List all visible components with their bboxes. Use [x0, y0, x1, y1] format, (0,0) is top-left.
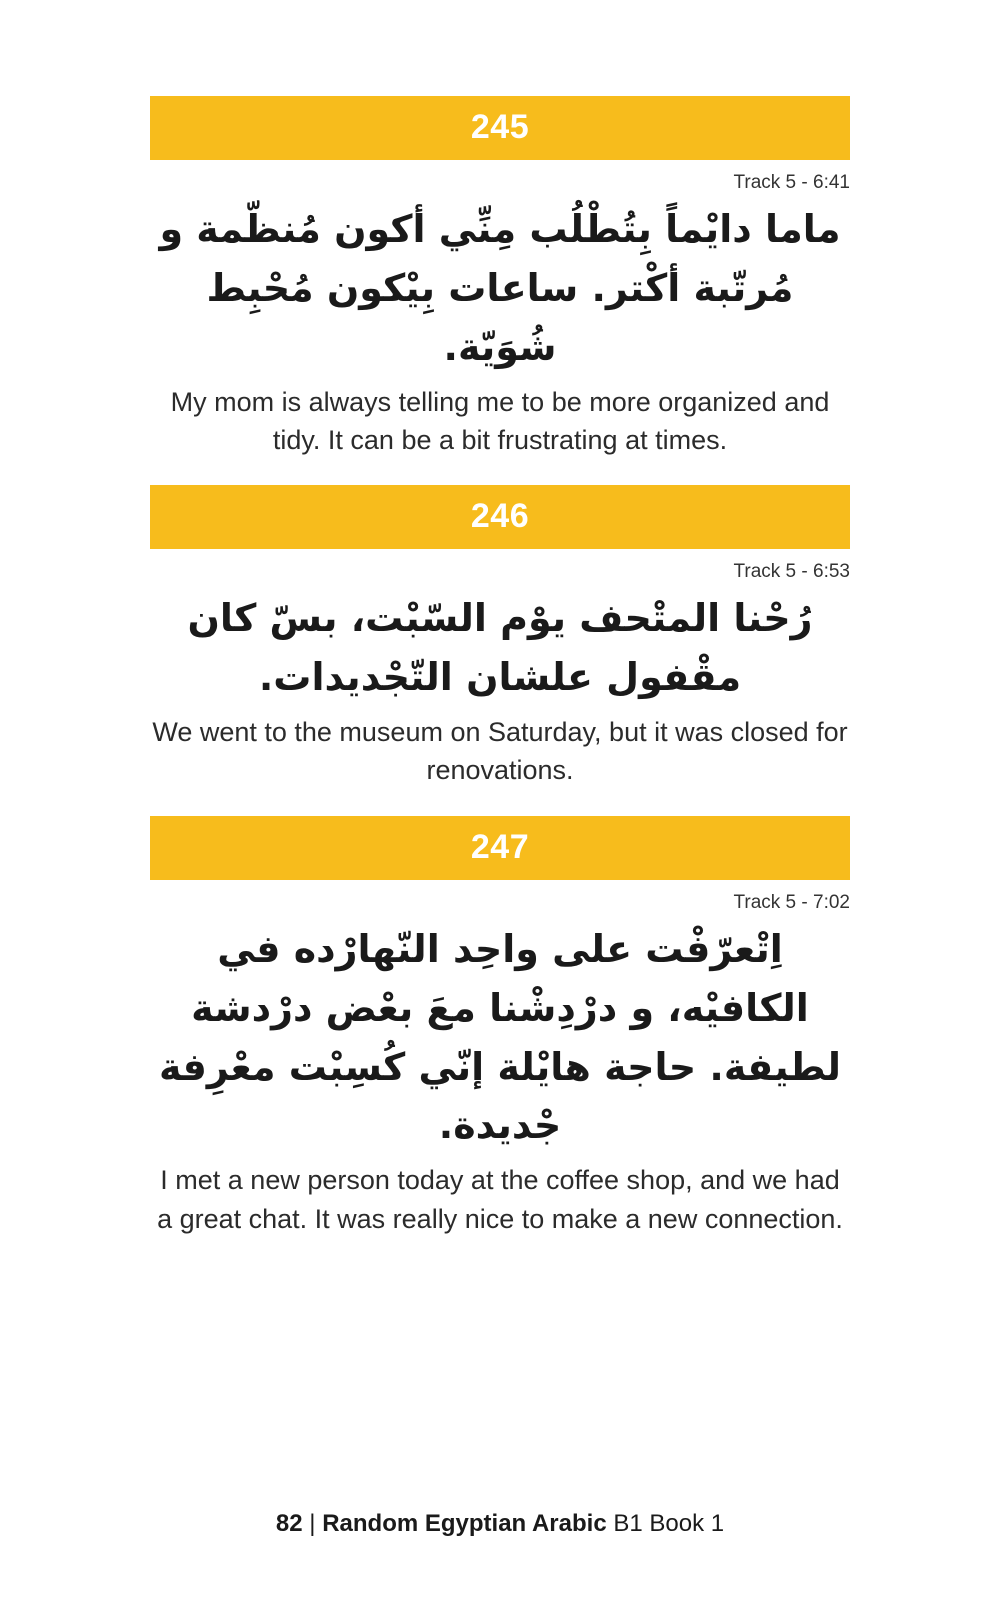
entry-number-bar: 245 — [150, 96, 850, 160]
footer-book-title: Random Egyptian Arabic — [322, 1510, 607, 1537]
footer-page-number: 82 — [275, 1510, 303, 1537]
arabic-sentence: رُحْنا المتْحف يوْم السّبْت، بسّ كان مقْفول علشان التّجْديدات. — [187, 596, 813, 700]
page-footer — [0, 1510, 1000, 1600]
footer-book-level: B1 Book 1 — [606, 1510, 725, 1537]
arabic-sentence: اِتْعرّفْت على واحِد النّهارْده في الكافيْه، و درْدِشْنا معَ بعْض درْدشة لطيفة. حاجة هايْلة إنّي كُسِبْت معْرِفة جْديدة. — [158, 926, 842, 1148]
track-label: Track 5 - 7:02 — [733, 891, 850, 913]
footer-separator: | — [302, 1510, 323, 1537]
entries-container — [150, 0, 850, 1264]
entry-247 — [150, 816, 850, 1238]
track-label: Track 5 - 6:41 — [733, 172, 850, 193]
track-label: Track 5 - 6:53 — [733, 561, 850, 583]
entry-246 — [150, 485, 850, 789]
entry-245 — [150, 96, 850, 459]
entry-number-bar: 246 — [150, 485, 850, 549]
entry-number-bar: 247 — [150, 816, 850, 880]
english-translation: We went to the museum on Saturday, but it was closed for renovations. — [152, 717, 848, 786]
arabic-sentence: ماما دايْماً بِتُطْلُب مِنِّي أكون مُنظّمة و مُرتّبة أكْتر. ساعات بِيْكون مُحْبِط شُوَيّة. — [159, 207, 841, 369]
english-translation: I met a new person today at the coffee shop, and we had a great chat. It was really nice to make a new connection. — [157, 1165, 843, 1234]
english-translation: My mom is always telling me to be more organized and tidy. It can be a bit frustrating at times. — [170, 386, 830, 455]
